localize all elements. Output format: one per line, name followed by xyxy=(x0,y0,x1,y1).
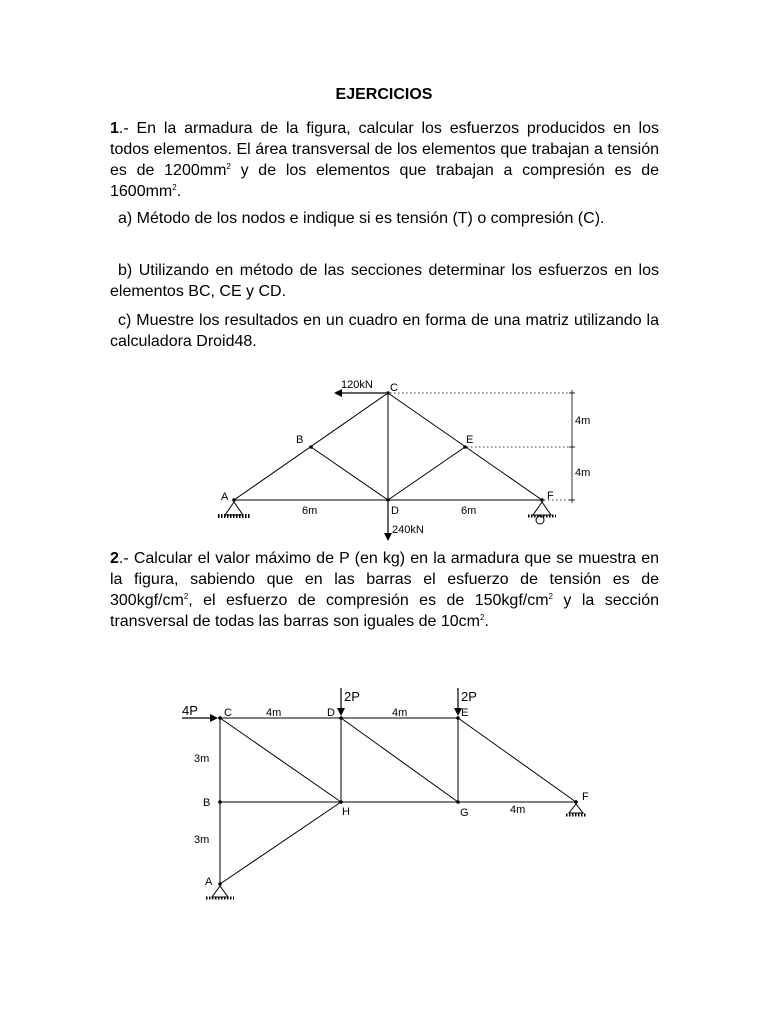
node-label-f: F xyxy=(582,791,589,803)
node-g-point xyxy=(456,800,460,804)
node-label-e: E xyxy=(461,707,469,719)
exercise-1-text-1: .- En la armadura de la figura, calcular los esfuerzos producidos en los todos elementos. El área transversal de los elementos que trabajan a tensión es de 1200mm xyxy=(110,120,659,179)
exercise-2-text-4: . xyxy=(484,613,489,630)
exercise-2-text-3: y la sección transversal de todas las barras son iguales de 10cm xyxy=(110,592,659,630)
node-b-point xyxy=(218,800,222,804)
node-e-point xyxy=(456,716,460,720)
exercise-1-number: 1 xyxy=(110,120,119,137)
dimension-label-ba: 3m xyxy=(194,834,210,846)
node-label-e: E xyxy=(466,434,474,446)
node-label-c: C xyxy=(390,382,398,394)
exercise-1-sup-2: 2 xyxy=(172,183,177,192)
node-label-d: D xyxy=(391,505,399,517)
member-ch xyxy=(220,718,341,802)
dimension-label-upper-height: 4m xyxy=(575,415,591,427)
exercise-1-part-b: b) Utilizando en método de las secciones determinar los esfuerzos en los elementos BC, CE y CD. xyxy=(110,262,659,300)
exercise-2-text-2: , el esfuerzo de compresión es de 150kgf/cm xyxy=(188,592,549,609)
exercise-2-text-1: .- Calcular el valor máximo de P (en kg) en la armadura que se muestra en la figura, sabiendo que en las barras el esfuerzo de tensión es de 300kgf/cm xyxy=(110,550,659,609)
dimension-label-gf: 4m xyxy=(510,804,526,816)
dimension-label-df: 6m xyxy=(461,505,477,517)
node-label-f: F xyxy=(547,490,554,502)
node-label-d: D xyxy=(327,707,335,719)
exercise-1-text-2: y de los elementos que trabajan a compresión es de 1600mm xyxy=(110,162,659,200)
page-title: EJERCICIOS xyxy=(335,86,433,103)
exercise-1-text-3: . xyxy=(176,183,182,200)
load-label-c: 4P xyxy=(182,703,198,718)
node-label-b: B xyxy=(203,797,211,809)
exercise-2-number: 2 xyxy=(110,550,119,567)
node-label-a: A xyxy=(205,876,213,888)
member-dg xyxy=(341,718,458,802)
exercise-1-sup-1: 2 xyxy=(226,162,231,171)
node-label-c: C xyxy=(224,707,232,719)
dimension-label-lower-height: 4m xyxy=(575,467,591,479)
node-label-b: B xyxy=(296,434,304,446)
dimension-label-cb: 3m xyxy=(194,753,210,765)
node-label-a: A xyxy=(221,491,229,503)
node-label-h: H xyxy=(342,806,350,818)
member-ah xyxy=(220,802,341,884)
dimension-label-de: 4m xyxy=(392,707,408,719)
exercise-2-sup-3: 2 xyxy=(479,613,485,622)
dimension-label-ad: 6m xyxy=(302,505,318,517)
node-c-point xyxy=(218,716,222,720)
dimension-label-cd: 4m xyxy=(266,707,282,719)
exercise-2-sup-1: 2 xyxy=(183,592,189,601)
load-label-c: 120kN xyxy=(341,379,373,391)
roller-support-icon xyxy=(566,804,586,815)
exercise-2-sup-2: 2 xyxy=(548,592,553,601)
exercise-1-part-a: a) Método de los nodos e indique si es tensión (T) o compresión (C). xyxy=(118,210,605,227)
node-d-point xyxy=(339,716,343,720)
member-ef xyxy=(458,718,576,802)
load-label-e: 2P xyxy=(461,689,477,704)
exercise-1-part-c: c) Muestre los resultados en un cuadro en forma de una matriz utilizando la calculadora Droid48. xyxy=(110,312,659,350)
load-label-d: 240kN xyxy=(392,524,424,536)
load-label-d: 2P xyxy=(344,689,360,704)
node-label-g: G xyxy=(460,807,469,819)
node-h-point xyxy=(339,800,343,804)
